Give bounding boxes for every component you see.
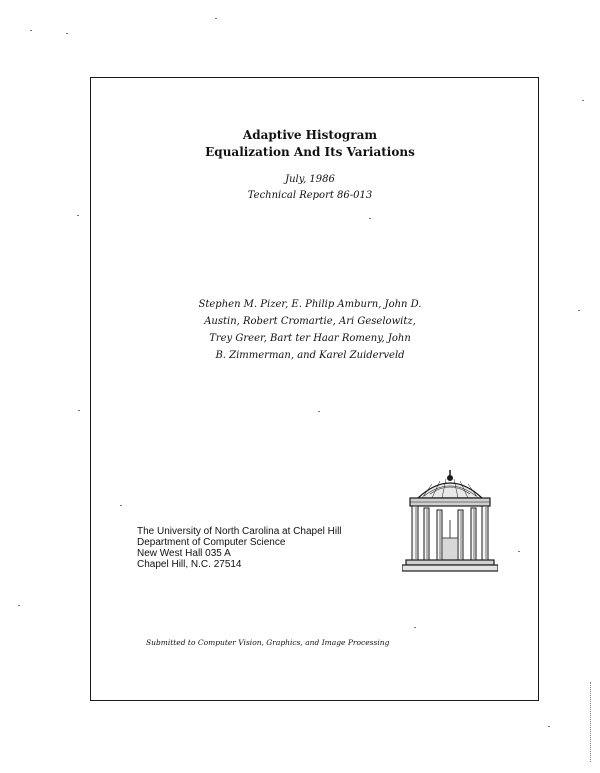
old-well-icon [402, 468, 498, 574]
scan-speck [18, 605, 20, 606]
scan-speck [578, 310, 580, 311]
author-line: Austin, Robert Cromartie, Ari Geselowitz, [204, 316, 416, 327]
author-list [175, 296, 445, 364]
scan-speck [518, 551, 520, 552]
scan-speck [414, 627, 416, 628]
scan-speck [77, 215, 79, 216]
scan-speck [120, 505, 122, 506]
scan-dots [590, 682, 592, 762]
scan-speck [78, 410, 80, 411]
scan-speck [318, 411, 320, 412]
submission-note: Submitted to Computer Vision, Graphics, and Image Processing [146, 638, 390, 647]
title-line-2: Equalization And Its Variations [205, 145, 415, 159]
scan-speck [30, 30, 32, 31]
author-line: Trey Greer, Bart ter Haar Romeny, John [209, 333, 411, 344]
author-line: B. Zimmerman, and Karel Zuiderveld [215, 350, 405, 361]
title-line-1: Adaptive Histogram [242, 128, 378, 142]
report-date: July, 1986 [285, 174, 335, 185]
address-line: The University of North Carolina at Chapel Hill [137, 526, 342, 537]
scan-speck [548, 726, 550, 727]
scan-speck [66, 33, 68, 34]
institution-address [137, 526, 342, 570]
scan-speck [215, 18, 217, 19]
page-border [90, 77, 539, 701]
address-line: Chapel Hill, N.C. 27514 [137, 559, 242, 570]
scan-speck [582, 100, 584, 101]
author-line: Stephen M. Pizer, E. Philip Amburn, John D. [198, 299, 422, 310]
address-line: New West Hall 035 A [137, 548, 231, 559]
report-number: Technical Report 86-013 [247, 190, 373, 201]
address-line: Department of Computer Science [137, 537, 286, 548]
scan-speck [369, 218, 371, 219]
